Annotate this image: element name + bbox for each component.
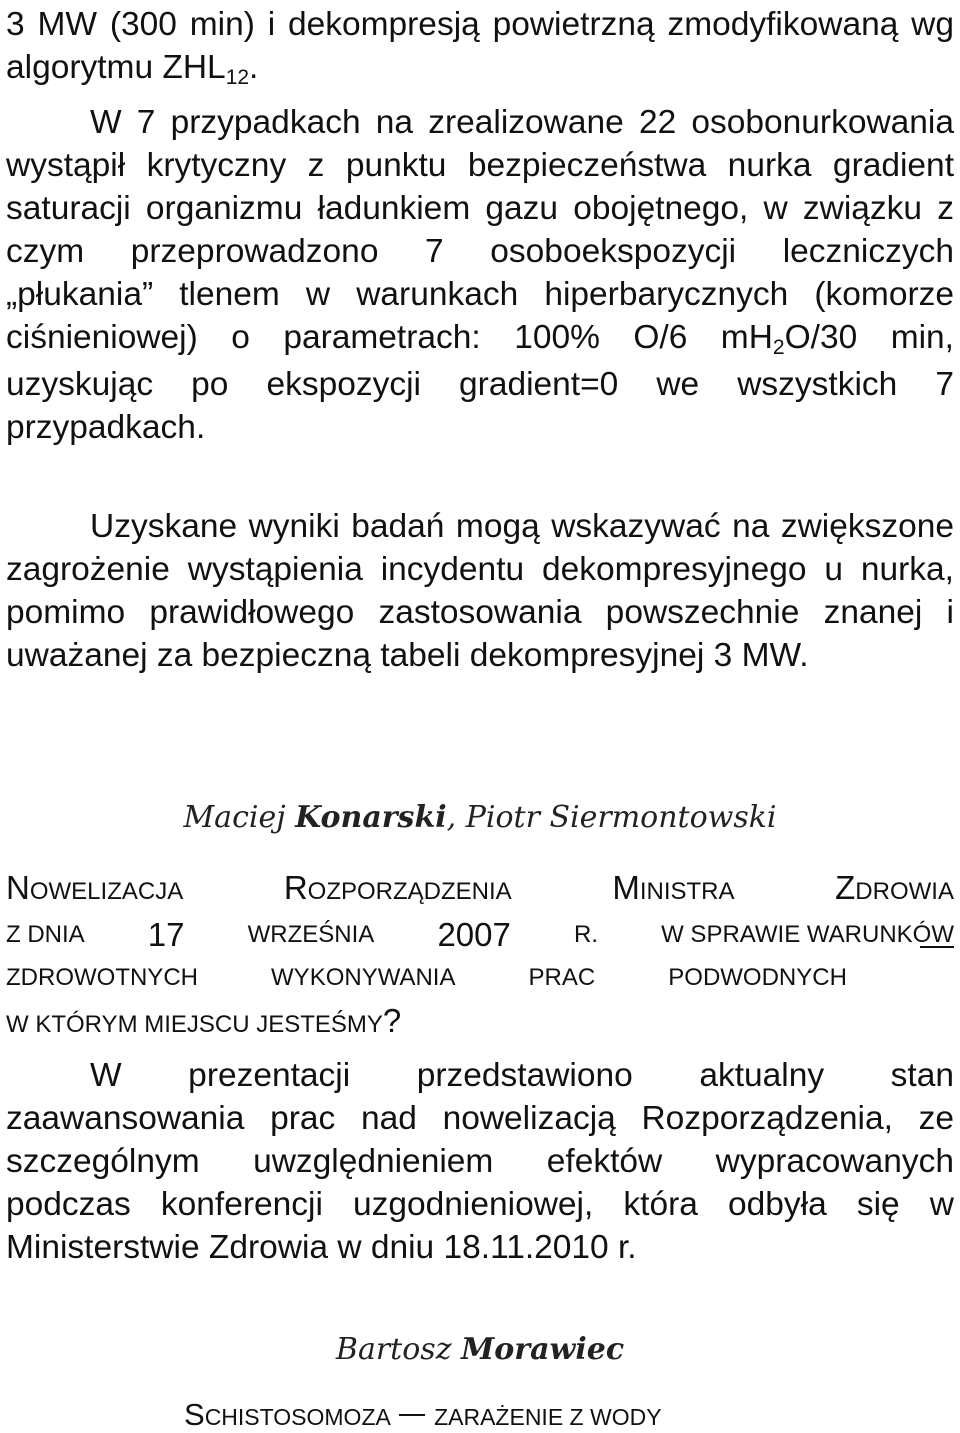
- author-line-1: [6, 800, 954, 835]
- title-line: [6, 956, 954, 999]
- title-word: ZDROWOTNYCH: [6, 964, 198, 991]
- subscript: 2: [772, 336, 785, 359]
- paragraph-prezentacja: W prezentacji przedstawiono aktualny stan zaawansowania prac nad nowelizacją Rozporządzenia, ze szczególnym uwzględnieniem efektów wypracowanych podczas konferencji uzgodnieniowej, która odbyła się w Ministerstwie Zdrowia w dniu 18.11.2010 r.: [6, 1057, 954, 1266]
- dash: [920, 946, 954, 989]
- paragraph-text: .: [249, 49, 259, 86]
- title-word: W SPRAWIE WARUNKÓW: [661, 921, 954, 948]
- author-name-bold: Morawiec: [461, 1332, 625, 1367]
- author-name-bold: Konarski: [295, 800, 447, 835]
- paragraph-wyniki: Uzyskane wyniki badań mogą wskazywać na zwiększone zagrożenie wystąpienia incydentu dekompresyjnego u nurka, pomimo prawidłowego zastosowania powszechnie znanej i uważanej za bezpieczną tabeli dekompresyjnej 3 MW.: [6, 508, 954, 674]
- author-name: Bartosz: [335, 1332, 452, 1367]
- title-word: PRAC: [528, 964, 596, 991]
- dash: [399, 1414, 425, 1416]
- paragraph-przypadki: [6, 101, 954, 449]
- title-word: R.: [573, 921, 598, 948]
- title-word: ZARAŻENIE Z WODY: [434, 1404, 662, 1430]
- subscript: 12: [225, 66, 250, 89]
- title-word: Z DNIA: [6, 921, 85, 948]
- title-line: [6, 999, 954, 1046]
- section-title-nowelizacja: [6, 866, 954, 1046]
- section-title-schistosomoza: [184, 1397, 662, 1433]
- question-mark: ?: [382, 1002, 402, 1039]
- title-word: CHISTOSOMOZA: [204, 1404, 391, 1430]
- title-word: ZDROWIA: [835, 869, 954, 906]
- title-word: S: [184, 1397, 205, 1432]
- title-word: MINISTRA: [612, 869, 735, 906]
- author-name: , Piotr Siermontowski: [446, 800, 777, 835]
- title-word: W KTÓRYM MIEJSCU JESTEŚMY: [6, 1011, 383, 1038]
- title-word: 2007: [437, 916, 511, 953]
- author-name: Maciej: [183, 800, 286, 835]
- title-word: PODWODNYCH: [668, 964, 847, 991]
- title-word: NOWELIZACJA: [6, 869, 184, 906]
- author-line-2: [6, 1332, 954, 1367]
- title-line: [6, 913, 954, 956]
- paragraph-dekompresja: [6, 3, 954, 93]
- paragraph-text: 3 MW (300 min) i dekompresją powietrzną zmodyfikowaną wg algorytmu ZHL: [6, 6, 954, 86]
- paragraph-text: O/30 min, uzyskując po ekspozycji gradient=0 we wszystkich 7 przypadkach.: [6, 319, 954, 446]
- title-line: [6, 866, 954, 913]
- title-word: 17: [147, 916, 185, 953]
- title-word: ROZPORZĄDZENIA: [283, 869, 512, 906]
- paragraph-text: W 7 przypadkach na zrealizowane 22 osobonurkowania wystąpił krytyczny z punktu bezpieczeństwa nurka gradient saturacji organizmu ładunkiem gazu obojętnego, w związku z czym przeprowadzono 7 osoboekspozycji leczniczych „płukania” tlenem w warunkach hiperbarycznych (komorze ciśnieniowej) o parametrach: 100% O/6 mH: [6, 104, 954, 356]
- title-word: WRZEŚNIA: [247, 921, 375, 948]
- title-word: WYKONYWANIA: [271, 964, 456, 991]
